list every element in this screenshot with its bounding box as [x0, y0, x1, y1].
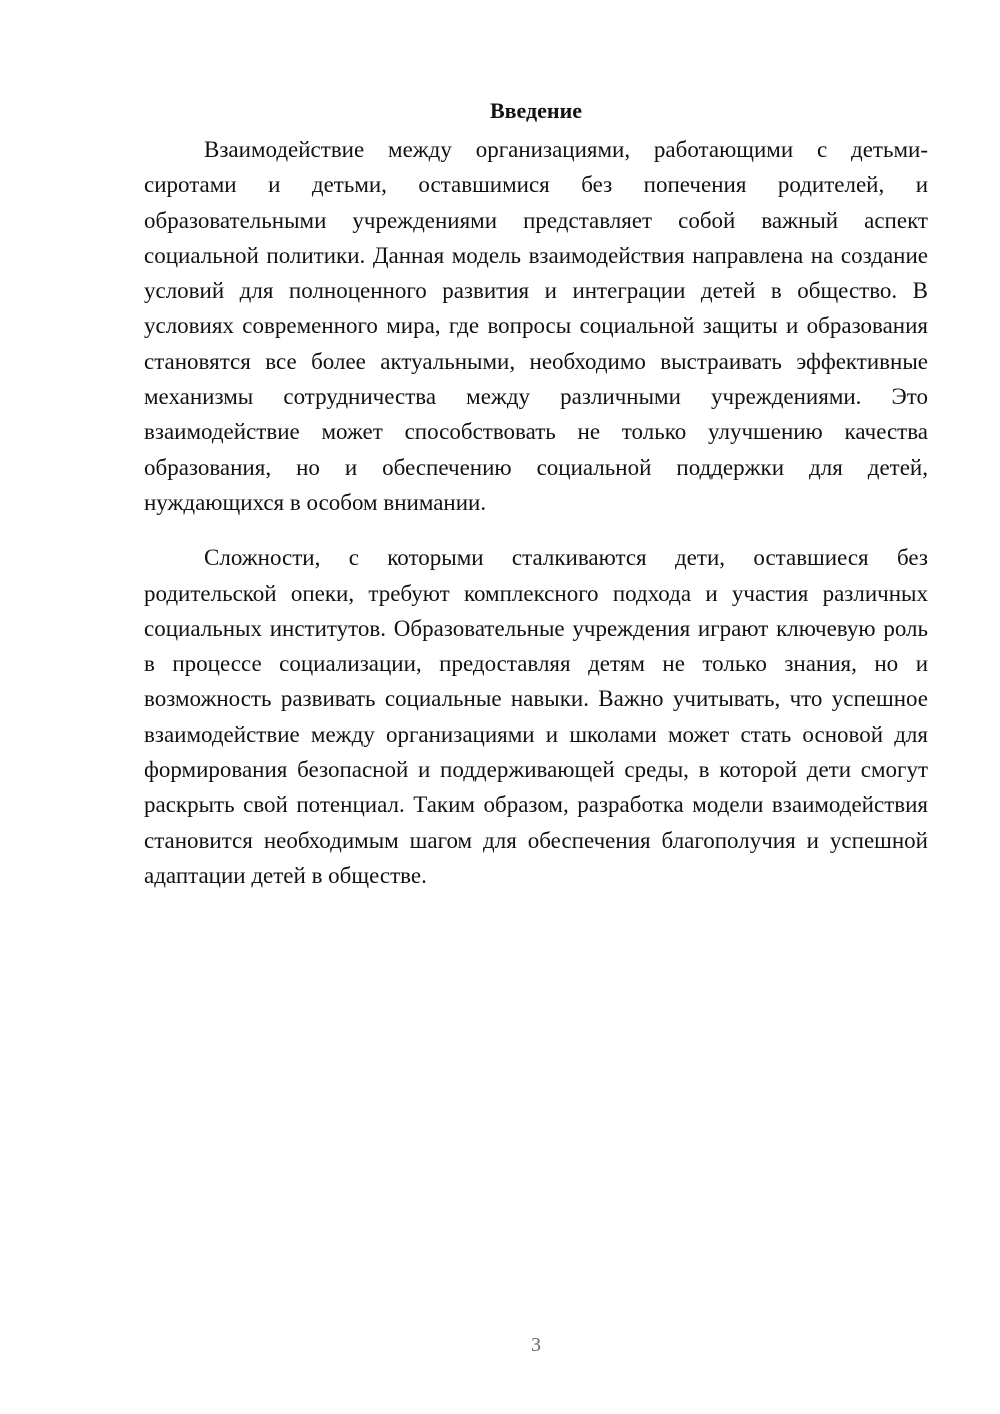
paragraph-1: Взаимодействие между организациями, работающими с детьми-сиротами и детьми, оставшимися без попечения родителей, и образовательными учреждениями представляет собой важный аспект социальной политики. Данная модель взаимодействия направлена на создание условий для полноценного развития и интеграции детей в общество. В условиях современного мира, где вопросы социальной защиты и образования становятся все более актуальными, необходимо выстраивать эффективные механизмы сотрудничества между различными учреждениями. Это взаимодействие может способствовать не только улучшению качества образования, но и обеспечению социальной поддержки для детей, нуждающихся в особом внимании. — [144, 137, 928, 515]
paragraph-2: Сложности, с которыми сталкиваются дети, оставшиеся без родительской опеки, требуют комплексного подхода и участия различных социальных институтов. Образовательные учреждения играют ключевую роль в процессе социализации, предоставляя детям не только знания, но и возможность развивать социальные навыки. Важно учитывать, что успешное взаимодействие между организациями и школами может стать основой для формирования безопасной и поддерживающей среды, в которой дети смогут раскрыть свой потенциал. Таким образом, разработка модели взаимодействия становится необходимым шагом для обеспечения благополучия и успешной адаптации детей в обществе. — [144, 545, 928, 888]
section-heading: Введение — [489, 98, 583, 123]
page-content — [144, 96, 928, 893]
page-number: 3 — [531, 1334, 541, 1356]
